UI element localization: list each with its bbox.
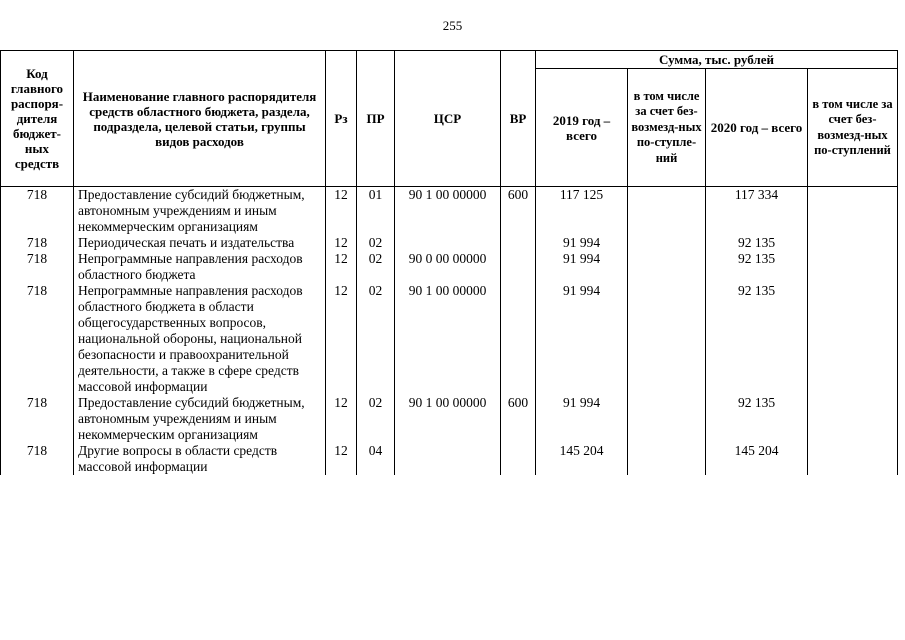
- page-number: 255: [442, 18, 463, 33]
- cell-pr: 04: [357, 443, 395, 475]
- cell-rz: 12: [326, 443, 357, 475]
- cell-name: Периодическая печать и издательства: [74, 235, 326, 251]
- cell-pr: 02: [357, 251, 395, 283]
- cell-2020-free: [808, 187, 898, 236]
- header-2020-free: в том числе за счет без-возмезд-ных по-ступлений: [808, 69, 898, 187]
- cell-2019-total: 91 994: [536, 251, 628, 283]
- cell-pr: 01: [357, 187, 395, 236]
- header-2020-total: 2020 год – всего: [706, 69, 808, 187]
- budget-table: [0, 50, 898, 475]
- header-name: Наименование главного распорядителя средств областного бюджета, раздела, подраздела, целевой статьи, группы видов расходов: [74, 51, 326, 187]
- cell-code: 718: [1, 251, 74, 283]
- table-row: [1, 251, 898, 283]
- cell-2020-total: 92 135: [706, 251, 808, 283]
- cell-csr: 90 1 00 00000: [395, 395, 501, 443]
- cell-code: 718: [1, 283, 74, 395]
- table-header: [1, 51, 898, 187]
- cell-2019-total: 91 994: [536, 283, 628, 395]
- cell-csr: [395, 235, 501, 251]
- cell-csr: 90 0 00 00000: [395, 251, 501, 283]
- cell-rz: 12: [326, 395, 357, 443]
- cell-rz: 12: [326, 235, 357, 251]
- cell-2020-free: [808, 235, 898, 251]
- cell-name: Непрограммные направления расходов областного бюджета: [74, 251, 326, 283]
- cell-rz: 12: [326, 187, 357, 236]
- header-vr: ВР: [501, 51, 536, 187]
- cell-pr: 02: [357, 395, 395, 443]
- cell-2019-free: [628, 187, 706, 236]
- cell-vr: 600: [501, 395, 536, 443]
- cell-2019-free: [628, 251, 706, 283]
- header-pr: ПР: [357, 51, 395, 187]
- cell-2020-total: 92 135: [706, 283, 808, 395]
- header-csr: ЦСР: [395, 51, 501, 187]
- cell-name: Предоставление субсидий бюджетным, автономным учреждениям и иным некоммерческим организациям: [74, 395, 326, 443]
- cell-vr: 600: [501, 187, 536, 236]
- cell-csr: [395, 443, 501, 475]
- cell-2020-total: 92 135: [706, 395, 808, 443]
- cell-pr: 02: [357, 235, 395, 251]
- cell-name: Непрограммные направления расходов областного бюджета в области общегосударственных вопросов, национальной обороны, национальной безопасности и правоохранительной деятельности, а также в сфере средств массовой информации: [74, 283, 326, 395]
- cell-2019-free: [628, 283, 706, 395]
- table-row: [1, 283, 898, 395]
- cell-2019-total: 91 994: [536, 395, 628, 443]
- cell-2019-free: [628, 395, 706, 443]
- cell-csr: 90 1 00 00000: [395, 283, 501, 395]
- cell-2020-free: [808, 283, 898, 395]
- cell-code: 718: [1, 443, 74, 475]
- cell-vr: [501, 251, 536, 283]
- cell-2019-total: 117 125: [536, 187, 628, 236]
- cell-vr: [501, 235, 536, 251]
- table-row: [1, 395, 898, 443]
- table-row: [1, 443, 898, 475]
- cell-name: Предоставление субсидий бюджетным, автономным учреждениям и иным некоммерческим организациям: [74, 187, 326, 236]
- header-sum: Сумма, тыс. рублей: [536, 51, 898, 69]
- cell-pr: 02: [357, 283, 395, 395]
- cell-code: 718: [1, 235, 74, 251]
- cell-name: Другие вопросы в области средств массовой информации: [74, 443, 326, 475]
- cell-2019-total: 91 994: [536, 235, 628, 251]
- cell-code: 718: [1, 395, 74, 443]
- cell-2019-total: 145 204: [536, 443, 628, 475]
- header-code: Код главного распоря-дителя бюджет-ных средств: [1, 51, 74, 187]
- cell-code: 718: [1, 187, 74, 236]
- table-body: [1, 187, 898, 476]
- cell-2020-free: [808, 395, 898, 443]
- cell-2020-free: [808, 443, 898, 475]
- cell-2019-free: [628, 235, 706, 251]
- cell-csr: 90 1 00 00000: [395, 187, 501, 236]
- cell-rz: 12: [326, 283, 357, 395]
- cell-2020-total: 117 334: [706, 187, 808, 236]
- cell-2020-total: 92 135: [706, 235, 808, 251]
- cell-2020-total: 145 204: [706, 443, 808, 475]
- cell-rz: 12: [326, 251, 357, 283]
- table-row: [1, 235, 898, 251]
- header-2019-total: 2019 год – всего: [536, 69, 628, 187]
- table-row: [1, 187, 898, 236]
- cell-2020-free: [808, 251, 898, 283]
- header-2019-free: в том числе за счет без-возмезд-ных по-ступле-ний: [628, 69, 706, 187]
- cell-vr: [501, 283, 536, 395]
- cell-vr: [501, 443, 536, 475]
- cell-2019-free: [628, 443, 706, 475]
- header-rz: Рз: [326, 51, 357, 187]
